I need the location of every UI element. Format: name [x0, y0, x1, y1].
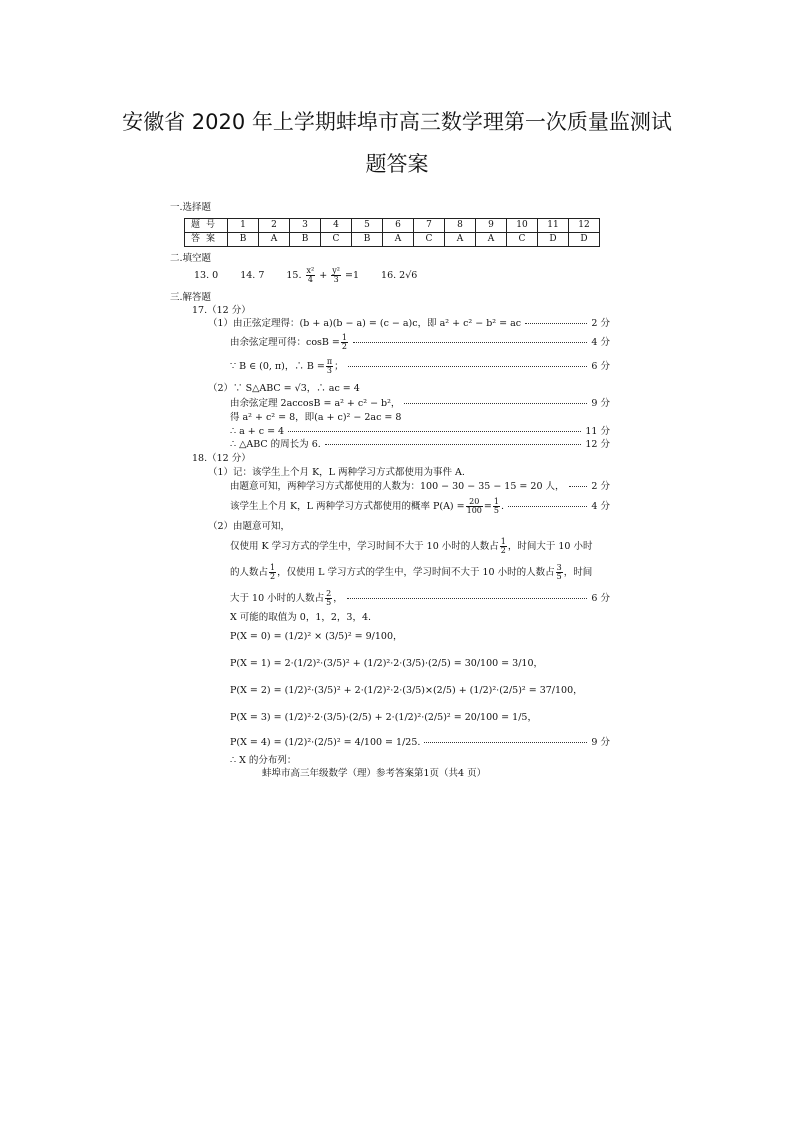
probability-x2: P(X = 2) = (1/2)²·(3/5)² + 2·(1/2)²·2·(3/5)×(2/5) + (1/2)²·(2/5)² = 37/100， — [230, 685, 583, 696]
q18-line — [230, 482, 610, 492]
section-choice-heading: 一.选择题 — [170, 202, 212, 213]
table-cell-number: 1 — [228, 219, 259, 233]
section-solution-heading: 三.解答题 — [170, 292, 212, 303]
table-cell-number: 12 — [569, 219, 600, 233]
q18-line — [230, 590, 610, 607]
text-segment: ，时间大于 10 小时 — [507, 541, 593, 552]
q17-line — [230, 399, 610, 409]
q18-line-text: （2）由题意可知， — [208, 521, 291, 532]
table-cell-number: 2 — [259, 219, 290, 233]
score-mark: 6 分 — [591, 360, 610, 372]
table-cell-answer: A — [476, 233, 507, 247]
q17-line — [230, 440, 610, 450]
numerator: 20 — [466, 498, 483, 507]
score-mark: 4 分 — [591, 336, 610, 348]
table-cell-answer: D — [538, 233, 569, 247]
score-mark: 2 分 — [591, 318, 610, 329]
q17-line — [230, 358, 610, 375]
section-fill-heading: 二.填空题 — [170, 253, 212, 264]
q18-line-text: ∴ X 的分布列： — [230, 755, 297, 766]
fraction — [556, 564, 563, 581]
leader-dots — [424, 741, 587, 743]
table-cell-answer: A — [383, 233, 414, 247]
score-mark: 6 分 — [591, 592, 610, 604]
q17-line-text — [230, 334, 349, 351]
probability-x4: P(X = 4) = (1/2)²·(2/5)² = 4/100 = 1/25. — [230, 737, 421, 748]
table-cell-answer: D — [569, 233, 600, 247]
leader-dots — [348, 365, 588, 367]
fraction — [331, 267, 341, 284]
choice-answer-table — [184, 218, 600, 247]
q17-line — [230, 334, 610, 351]
probability-x1: P(X = 1) = 2·(1/2)²·(3/5)² + (1/2)²·2·(3/5)·(2/5) = 30/100 = 3/10， — [230, 658, 543, 669]
denominator: 2 — [341, 342, 347, 351]
numerator: 1 — [493, 497, 499, 506]
denominator: 4 — [307, 275, 313, 284]
table-cell-number: 7 — [414, 219, 445, 233]
q17-line-text: 由余弦定理 2accosB = a² + c² − b²， — [230, 398, 401, 409]
table-cell-answer: C — [321, 233, 352, 247]
q18-line-text — [230, 498, 504, 515]
table-cell-answer: A — [259, 233, 290, 247]
fill-15-suffix: =1 — [345, 270, 360, 281]
q18-line-text — [230, 538, 593, 555]
q17-line-text: ∴ a + c = 4 — [230, 426, 285, 437]
numerator: 1 — [270, 563, 276, 572]
score-mark: 2 分 — [591, 481, 610, 492]
page-footer: 蚌埠市高三年级数学（理）参考答案第1页（共4 页） — [262, 768, 487, 779]
probability-x3: P(X = 3) = (1/2)²·2·(3/5)·(2/5) + 2·(1/2)²·(2/5)² = 20/100 = 1/5， — [230, 712, 537, 723]
denominator: 100 — [466, 506, 482, 515]
fraction — [326, 358, 333, 375]
fill-15-plus: + — [319, 270, 328, 281]
fill-answer-14: 14. 7 — [240, 269, 265, 281]
q18-line-text — [230, 564, 592, 581]
text-segment: ∵ B ∈ (0, π)，∴ B = — [230, 361, 325, 372]
fraction — [493, 498, 500, 515]
numerator: 1 — [341, 333, 347, 342]
denominator: 2 — [270, 572, 276, 581]
fill-answer-16: 16. 2√6 — [381, 269, 418, 281]
fraction — [341, 334, 348, 351]
table-cell-number: 10 — [507, 219, 538, 233]
score-mark: 9 分 — [591, 398, 610, 409]
numerator: 2 — [326, 589, 332, 598]
table-cell-answer: B — [352, 233, 383, 247]
text-segment: = — [483, 501, 492, 512]
page-title-line1: 安徽省 2020 年上学期蚌埠市高三数学理第一次质量监测试 — [122, 110, 672, 134]
q17-line — [230, 427, 610, 437]
denominator: 5 — [493, 506, 499, 515]
score-mark: 12 分 — [585, 439, 610, 450]
table-cell-number: 3 — [290, 219, 321, 233]
table-cell-answer: C — [414, 233, 445, 247]
numerator: x² — [306, 266, 315, 275]
text-segment: ，时间 — [563, 567, 593, 578]
numerator: 3 — [556, 563, 562, 572]
leader-dots — [525, 322, 587, 324]
fraction — [325, 590, 332, 607]
table-cell-number: 6 — [383, 219, 414, 233]
text-segment: 大于 10 小时的人数占 — [230, 593, 325, 604]
q17-line-text: ∴ △ABC 的周长为 6. — [230, 439, 321, 450]
table-cell-number: 8 — [445, 219, 476, 233]
numerator: 1 — [500, 537, 506, 546]
q17-line-text: （2）∵ S△ABC = √3，∴ ac = 4 — [208, 383, 360, 394]
leader-dots — [508, 505, 587, 507]
text-segment: ； — [334, 361, 344, 372]
fraction — [306, 267, 316, 284]
fraction — [269, 564, 276, 581]
q17-line-text — [230, 358, 344, 375]
text-segment: 由余弦定理可得：cosB = — [230, 337, 340, 348]
table-row-answers — [185, 233, 600, 247]
q18-line-text — [230, 590, 343, 607]
text-segment: . — [500, 501, 504, 512]
page-title-line2: 题答案 — [365, 152, 429, 176]
table-cell-answer: A — [445, 233, 476, 247]
fraction — [466, 498, 483, 515]
table-cell-number: 9 — [476, 219, 507, 233]
denominator: 2 — [500, 546, 506, 555]
leader-dots — [404, 402, 587, 404]
denominator: 5 — [326, 598, 332, 607]
table-cell-answer: B — [228, 233, 259, 247]
q18-line — [230, 498, 610, 515]
table-cell-answer: B — [290, 233, 321, 247]
leader-dots — [353, 341, 587, 343]
q18-line-text: X 可能的取值为 0，1，2，3，4. — [230, 612, 372, 623]
q17-heading: 17.（12 分） — [192, 305, 251, 316]
text-segment: 仅使用 K 学习方式的学生中，学习时间不大于 10 小时的人数占 — [230, 541, 499, 552]
table-answer-label: 答案 — [185, 233, 228, 247]
q18-line-text: 由题意可知，两种学习方式都使用的人数为：100 − 30 − 35 − 15 = 20 人， — [230, 481, 565, 492]
q17-line — [208, 319, 610, 329]
probability-x0: P(X = 0) = (1/2)² × (3/5)² = 9/100， — [230, 631, 403, 642]
q17-line-text: 得 a² + c² = 8，即(a + c)² − 2ac = 8 — [230, 412, 402, 423]
text-segment: 的人数占 — [230, 567, 269, 578]
table-cell-number: 5 — [352, 219, 383, 233]
numerator: π — [326, 357, 333, 366]
denominator: 3 — [333, 275, 339, 284]
text-segment: ， — [333, 593, 343, 604]
table-cell-number: 4 — [321, 219, 352, 233]
q18-line-text: （1）记：该学生上个月 K，L 两种学习方式都使用为事件 A. — [208, 467, 465, 478]
fill-answer-13: 13. 0 — [194, 269, 219, 281]
leader-dots — [569, 485, 588, 487]
leader-dots — [288, 430, 581, 432]
fill-answer-15 — [286, 267, 359, 284]
table-cell-answer: C — [507, 233, 538, 247]
leader-dots — [347, 597, 588, 599]
fraction — [500, 538, 507, 555]
table-row-numbers — [185, 219, 600, 233]
score-mark: 11 分 — [585, 426, 610, 437]
score-mark: 9 分 — [591, 737, 610, 748]
text-segment: ，仅使用 L 学习方式的学生中，学习时间不大于 10 小时的人数占 — [277, 567, 555, 578]
q18-heading: 18.（12 分） — [192, 453, 251, 464]
q18-line — [230, 738, 610, 748]
fill-answers — [194, 267, 417, 284]
fill-15-prefix: 15. — [286, 270, 302, 281]
q17-line-text: （1）由正弦定理得：(b + a)(b − a) = (c − a)c，即 a² + c² − b² = ac — [208, 318, 522, 329]
table-cell-number: 11 — [538, 219, 569, 233]
text-segment: 该学生上个月 K，L 两种学习方式都使用的概率 P(A) = — [230, 501, 465, 512]
denominator: 5 — [556, 572, 562, 581]
denominator: 3 — [326, 366, 333, 375]
leader-dots — [325, 443, 582, 445]
numerator: y² — [332, 266, 340, 275]
table-header-label: 题号 — [185, 219, 228, 233]
score-mark: 4 分 — [591, 500, 610, 512]
